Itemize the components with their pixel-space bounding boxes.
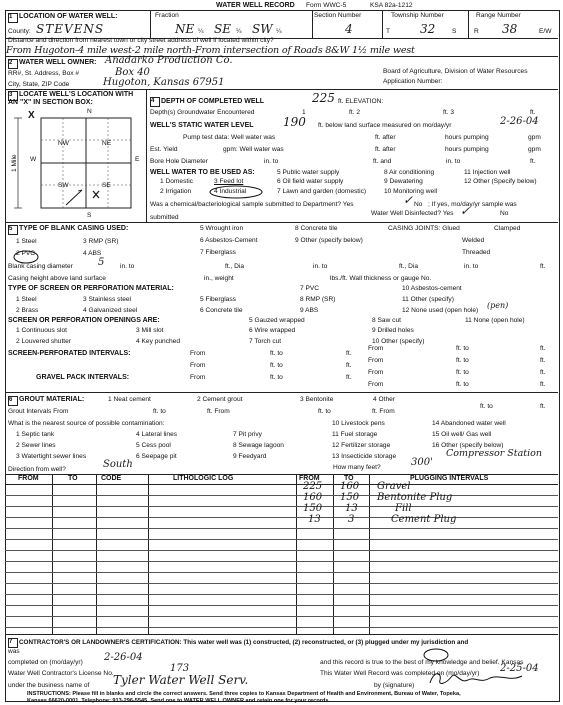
contamination-other-value[interactable]: Compressor Station	[446, 448, 542, 459]
section-2-heading: WATER WELL OWNER:	[19, 59, 97, 66]
one-mile-label: 1 Mile	[11, 154, 18, 172]
casing-pvc[interactable]: 2 PVC	[16, 250, 36, 257]
screen-heading: TYPE OF SCREEN OR PERFORATION MATERIAL:	[8, 285, 174, 292]
use-air[interactable]: 8 Air conditioning	[384, 169, 435, 176]
use-industrial[interactable]: 4 Industrial	[214, 188, 247, 195]
business-value[interactable]: Tyler Water Well Serv.	[113, 673, 249, 687]
use-label: WELL WATER TO BE USED AS:	[150, 169, 255, 176]
plug-row-4-to[interactable]: 3	[348, 514, 355, 525]
casing-concrete[interactable]: 8 Concrete tile	[295, 225, 338, 232]
city-value[interactable]: Hugoton, Kansas 67951	[103, 77, 225, 88]
instructions-1: INSTRUCTIONS: Please fill in blanks and circle the correct answers. Send three copies to Kansas Department of Health and Environment, Bureau of Water, Topeka,	[27, 691, 461, 697]
section-number-label: Section Number	[314, 12, 362, 19]
grout-intervals-label: Grout Intervals From	[8, 408, 69, 415]
log-header-litho: LITHOLOGIC LOG	[173, 475, 234, 482]
fraction-2-value[interactable]: SE	[214, 22, 231, 36]
county-value[interactable]: STEVENS	[36, 22, 105, 36]
how-many-feet-label: How many feet?	[333, 464, 381, 471]
plug-row-2-desc[interactable]: Bentonite Plug	[377, 492, 453, 503]
ne-label: NE	[102, 140, 112, 147]
perf-intervals-label: SCREEN-PERFORATED INTERVALS:	[8, 350, 131, 357]
plug-row-2-to[interactable]: 150	[340, 492, 360, 503]
section-1-heading: LOCATION OF WATER WELL:	[19, 13, 118, 20]
use-public[interactable]: 5 Public water supply	[277, 169, 340, 176]
record-date-value[interactable]: 2-25-04	[500, 663, 539, 674]
application-number-label: Application Number:	[383, 78, 443, 85]
completed-value[interactable]: 2-26-04	[104, 652, 143, 663]
owner-value[interactable]: Anadarko Production Co.	[105, 55, 233, 66]
nw-label: NW	[58, 140, 69, 147]
casing-heading: TYPE OF BLANK CASING USED:	[19, 225, 129, 232]
log-header-code: CODE	[101, 475, 122, 482]
log-header-from: FROM	[18, 475, 39, 482]
blank-diameter-label: Blank casing diameter	[8, 263, 73, 270]
plug-row-1-desc[interactable]: Gravel	[377, 481, 411, 492]
ksa-reference: KSA 82a-1212	[370, 2, 413, 9]
board-label: Board of Agriculture, Division of Water Resources	[383, 68, 528, 75]
log-header-from2: FROM	[299, 475, 320, 482]
business-label: under the business name of	[8, 682, 90, 689]
pump-test-label: Pump test data: Well water was	[183, 134, 276, 141]
depth-value[interactable]: 225	[312, 91, 335, 105]
log-header-to: TO	[68, 475, 78, 482]
license-label: Water Well Contractor's License No.	[8, 670, 114, 677]
plug-row-1-from[interactable]: 225	[303, 481, 323, 492]
use-oilfield[interactable]: 6 Oil field water supply	[277, 178, 344, 185]
how-many-feet-value[interactable]: 300'	[411, 457, 433, 468]
plug-row-4-desc[interactable]: Cement Plug	[391, 514, 457, 525]
log-header-plugging: PLUGGING INTERVALS	[410, 475, 489, 482]
casing-other[interactable]: 9 Other (specify below)	[295, 237, 363, 244]
city-label: City, State, ZIP Code	[8, 81, 70, 88]
range-number-label: Range Number	[476, 12, 521, 19]
fraction-label: Fraction	[155, 12, 179, 19]
plug-row-3-to[interactable]: 13	[345, 503, 358, 514]
directions-label: Distance and direction from nearest town or city street address of well if located within city?	[8, 37, 274, 44]
log-header-to2: TO	[344, 475, 354, 482]
casing-rmp[interactable]: 3 RMP (SR)	[83, 238, 119, 245]
gravel-intervals-label: GRAVEL PACK INTERVALS:	[36, 374, 130, 381]
address-label: RR#, St. Address, Box #	[8, 70, 80, 77]
static-level-value[interactable]: 190	[283, 115, 306, 129]
plug-row-2-from[interactable]: 160	[303, 492, 323, 503]
license-value[interactable]: 173	[170, 663, 190, 674]
bore-label: Bore Hole Diameter	[150, 158, 208, 165]
casing-abs[interactable]: 4 ABS	[83, 250, 102, 257]
sw-label: SW	[58, 182, 69, 189]
casing-fiberglass[interactable]: 7 Fiberglass	[200, 249, 236, 256]
use-feedlot[interactable]: 3 Feed lot	[214, 178, 244, 185]
use-dewatering[interactable]: 9 Dewatering	[384, 178, 423, 185]
use-lawn[interactable]: 7 Lawn and garden (domestic)	[277, 188, 367, 195]
chem-sample-label: Was a chemical/bacteriological sample submitted to Department? Yes	[150, 201, 354, 208]
grout-heading: GROUT MATERIAL:	[19, 396, 85, 403]
directions-value[interactable]: From Hugoton-4 mile west-2 mile north-From intersection of Roads 8&W 1½ mile west	[6, 45, 415, 56]
disinfected-label: Water Well Disinfected? Yes	[371, 210, 454, 217]
use-other[interactable]: 12 Other (Specify below)	[464, 178, 537, 185]
form-title: WATER WELL RECORD	[216, 2, 295, 9]
chem-no-mark[interactable]: ✓	[403, 193, 414, 207]
form-number: Form WWC-5	[306, 2, 347, 9]
use-monitoring[interactable]: 10 Monitoring well	[384, 188, 438, 195]
groundwater-label: Depth(s) Groundwater Encountered	[150, 109, 255, 116]
casing-height-label: Casing height above land surface	[8, 275, 106, 282]
use-domestic[interactable]: 1 Domestic	[160, 178, 193, 185]
blank-diameter-value[interactable]: 5	[98, 257, 105, 268]
plug-row-4-from[interactable]: 13	[308, 514, 321, 525]
section-number-value[interactable]: 4	[345, 22, 353, 36]
signature-label: by (signature)	[374, 682, 415, 689]
depth-label: DEPTH OF COMPLETED WELL	[161, 98, 265, 105]
certification-text: CONTRACTOR'S OR LANDOWNER'S CERTIFICATION: This water well was (1) constructed, (2) reconstructed, or (3) plugged under my jurisdiction and	[19, 639, 469, 646]
casing-wrought[interactable]: 5 Wrought iron	[200, 225, 244, 232]
casing-asbestos[interactable]: 6 Asbestos-Cement	[200, 237, 258, 244]
fraction-1-value[interactable]: NE	[175, 22, 195, 36]
address-value[interactable]: Box 40	[115, 67, 150, 78]
township-number-label: Township Number	[391, 12, 444, 19]
county-label: County:	[8, 28, 31, 35]
township-value[interactable]: 32	[420, 22, 436, 36]
casing-steel[interactable]: 1 Steel	[16, 238, 37, 245]
plug-row-3-from[interactable]: 150	[303, 503, 323, 514]
use-injection[interactable]: 11 Injection well	[464, 169, 511, 176]
completed-label: completed on (mo/day/yr)	[8, 659, 83, 666]
section-3-heading: LOCATE WELL'S LOCATION WITH	[19, 91, 134, 98]
disinfected-no-mark[interactable]: ✓	[460, 204, 471, 218]
x-mark: X	[28, 110, 35, 121]
instructions-2: Kansas 66620-0001. Telephone: 913-296-5545. Send one to WATER WELL OWNER and retain one for your records.	[27, 698, 331, 704]
static-date-value[interactable]: 2-26-04	[500, 116, 539, 127]
direction-value[interactable]: South	[103, 459, 133, 470]
static-level-label: WELL'S STATIC WATER LEVEL	[150, 122, 254, 129]
openings-heading: SCREEN OR PERFORATION OPENINGS ARE:	[8, 317, 160, 324]
use-irrigation[interactable]: 2 Irrigation	[160, 188, 192, 195]
plug-row-3-desc[interactable]: Fill	[395, 503, 412, 514]
casing-joints-label: CASING JOINTS: Glued	[388, 225, 460, 232]
range-value[interactable]: 38	[502, 22, 518, 36]
fraction-3-value[interactable]: SW	[252, 22, 273, 36]
direction-label: Direction from well?	[8, 466, 66, 473]
se-label: SE	[102, 182, 111, 189]
plug-row-1-to[interactable]: 160	[340, 481, 360, 492]
yield-label: Est. Yield	[150, 146, 178, 153]
contamination-label: What is the nearest source of possible contamination:	[8, 420, 165, 427]
